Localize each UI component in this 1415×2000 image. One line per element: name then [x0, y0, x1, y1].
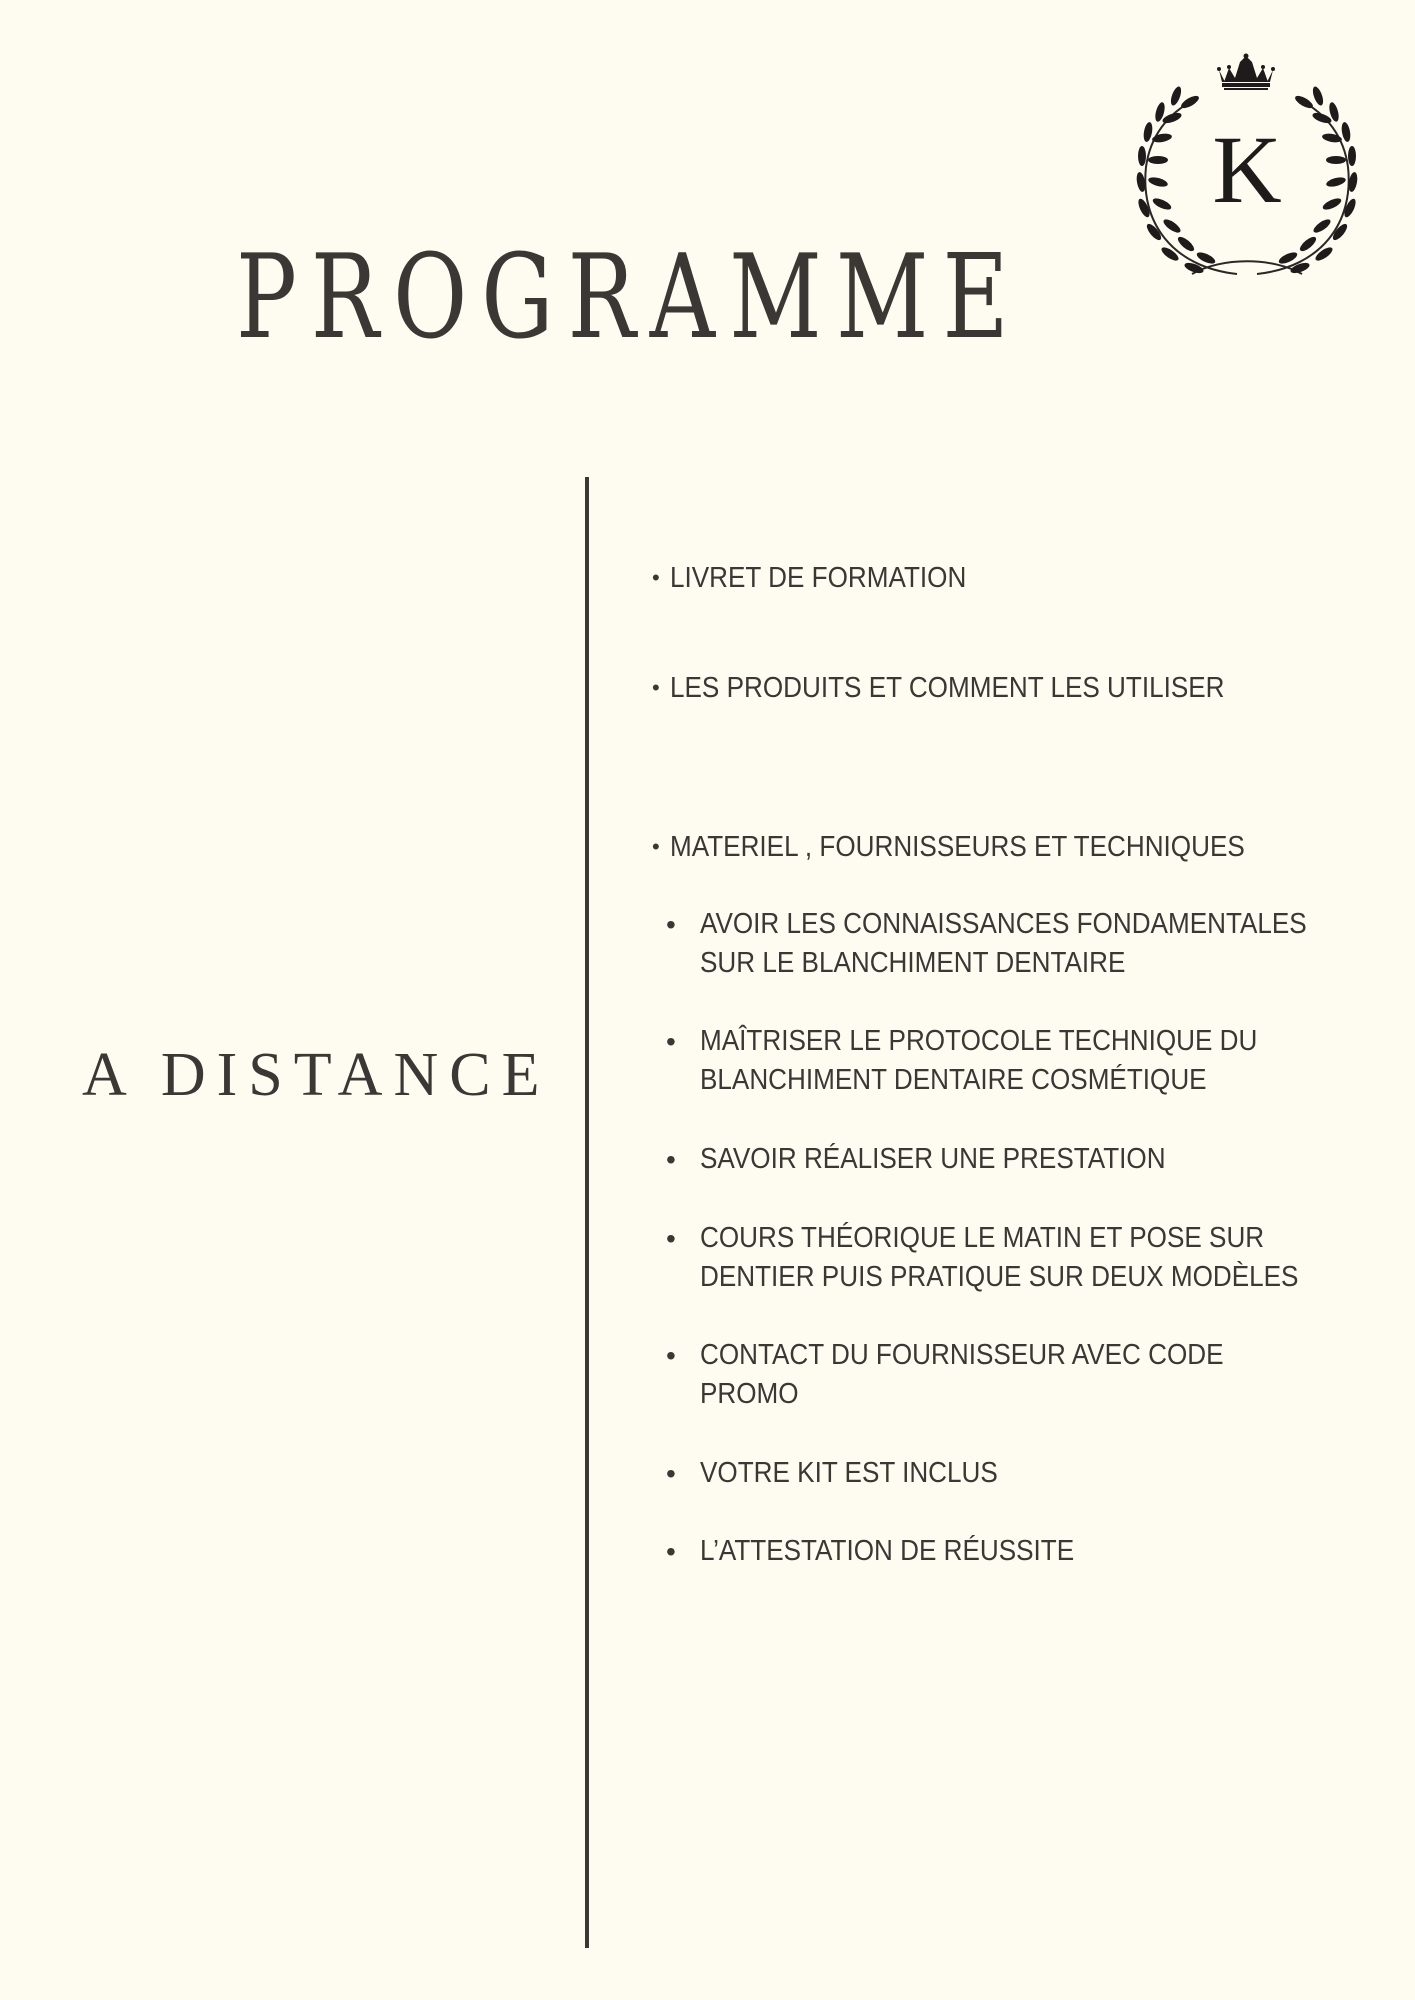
bullet-icon: • — [666, 1026, 676, 1057]
list-item — [652, 558, 999, 598]
list-item-text: LES PRODUITS ET COMMENT LES UTILISER — [670, 672, 1225, 704]
list-item — [666, 1336, 1282, 1414]
bullet-icon: • — [666, 909, 676, 940]
bullet-icon: • — [652, 565, 660, 590]
crown-icon — [1217, 54, 1275, 91]
list-item-text: SAVOIR RÉALISER UNE PRESTATION — [700, 1143, 1166, 1175]
list-item-text: L’ATTESTATION DE RÉUSSITE — [700, 1535, 1075, 1567]
page-title: PROGRAMME — [236, 230, 1023, 365]
list-item-text: AVOIR LES CONNAISSANCES FONDAMENTALES SUR LE BLANCHIMENT DENTAIRE — [700, 908, 1307, 979]
logo — [1132, 52, 1362, 282]
list-item — [666, 905, 1374, 983]
bullet-icon: • — [666, 1144, 676, 1175]
list-item — [652, 668, 1286, 708]
bullet-icon: • — [666, 1458, 676, 1489]
list-item-text: LIVRET DE FORMATION — [670, 562, 967, 594]
list-item — [666, 1532, 1116, 1571]
list-item — [666, 1454, 1031, 1493]
list-item-text: MAÎTRISER LE PROTOCOLE TECHNIQUE DU BLANCHIMENT DENTAIRE COSMÉTIQUE — [700, 1025, 1258, 1096]
bullet-icon: • — [652, 675, 660, 700]
logo-letter: K — [1212, 116, 1282, 223]
list-item-text: VOTRE KIT EST INCLUS — [700, 1457, 998, 1489]
vertical-divider — [585, 477, 589, 1948]
mode-label: A DISTANCE — [82, 1041, 551, 1109]
bullet-icon: • — [666, 1340, 676, 1371]
bullet-icon: • — [666, 1223, 676, 1254]
list-item-text: CONTACT DU FOURNISSEUR AVEC CODE PROMO — [700, 1339, 1224, 1410]
bullet-icon: • — [666, 1536, 676, 1567]
list-item — [666, 1140, 1217, 1179]
list-item-text: COURS THÉORIQUE LE MATIN ET POSE SUR DENTIER PUIS PRATIQUE SUR DEUX MODÈLES — [700, 1222, 1299, 1293]
list-item — [652, 827, 1309, 867]
crown-laurel-wreath-icon — [1132, 52, 1362, 282]
list-item-text: MATERIEL , FOURNISSEURS ET TECHNIQUES — [670, 831, 1245, 863]
bullet-icon: • — [652, 834, 660, 859]
list-item — [666, 1022, 1319, 1100]
list-item — [666, 1219, 1365, 1297]
